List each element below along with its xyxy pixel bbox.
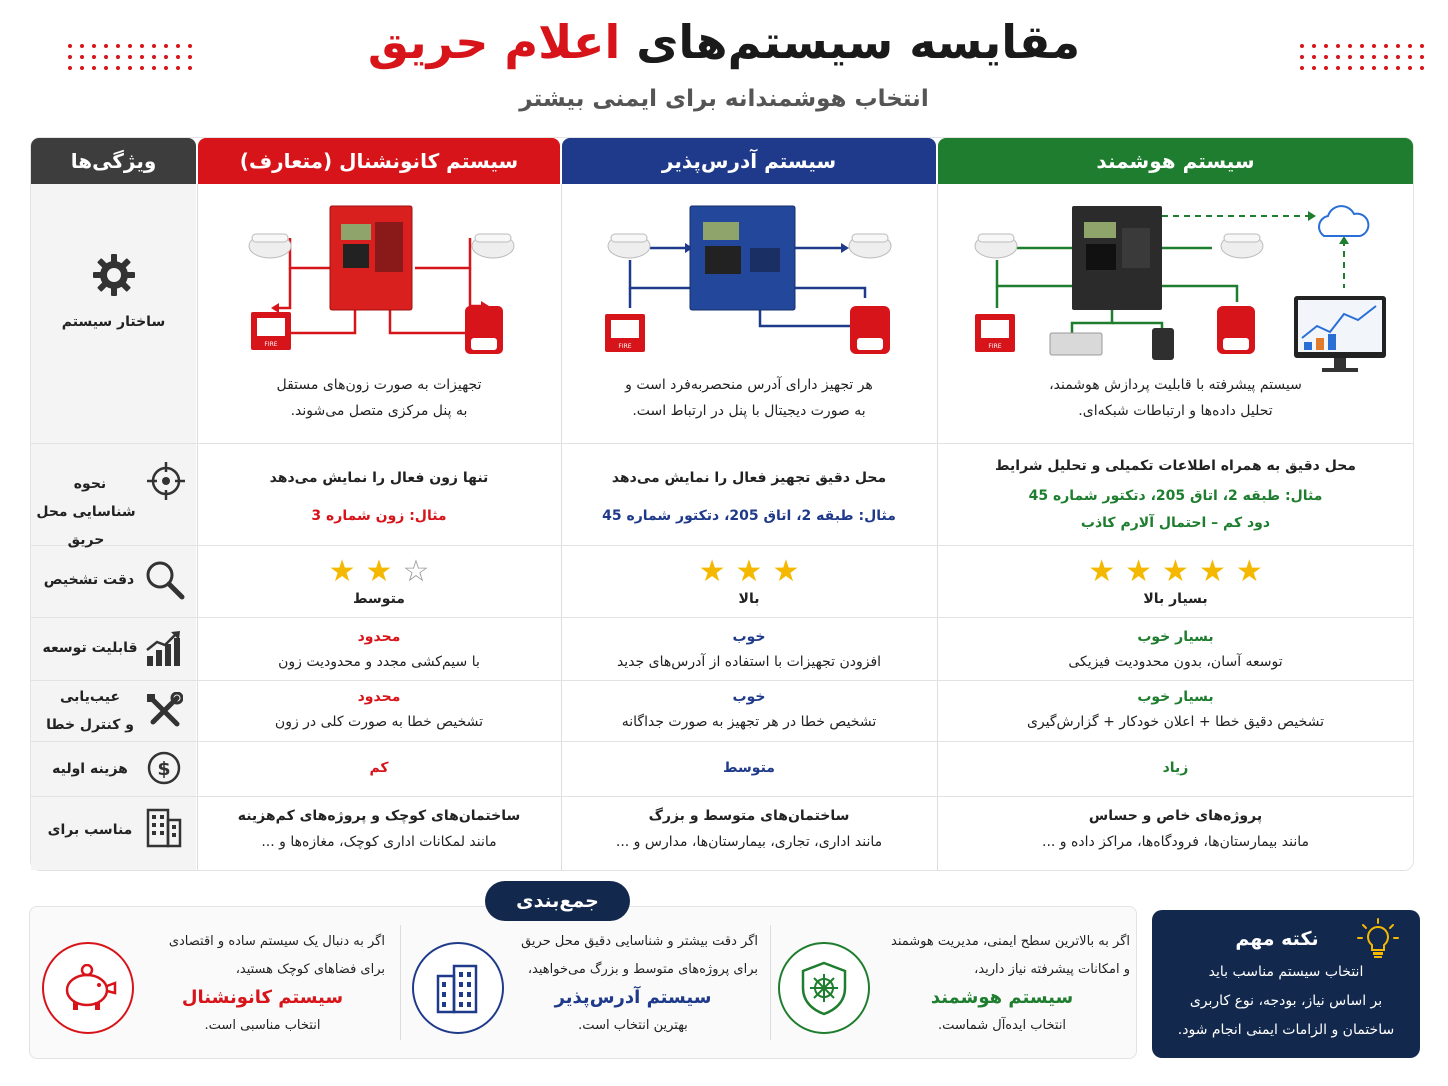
device-fire-label: FIRE bbox=[264, 341, 278, 348]
label-location: نحوه شناسایی محل حریق bbox=[36, 476, 136, 548]
structure-smart: سیستم پیشرفته با قابلیت پردازش هوشمند، تحلیل داده‌ها و ارتباطات شبکه‌ای. bbox=[1049, 377, 1302, 419]
star-filled-icon: ★ bbox=[1198, 554, 1226, 589]
building-icon bbox=[412, 942, 504, 1034]
note-title: نکته مهم bbox=[1235, 928, 1319, 950]
rating-stars-addressable bbox=[562, 556, 936, 588]
growth-chart-icon bbox=[145, 630, 183, 672]
label-troubleshoot: عیب‌یابی و کنترل خطا bbox=[46, 689, 134, 733]
title-accent: اعلام حریق bbox=[367, 15, 621, 69]
page-subtitle: انتخاب هوشمندانه برای ایمنی بیشتر bbox=[519, 86, 929, 112]
label-accuracy: دقت تشخیص bbox=[43, 572, 135, 588]
row-divider bbox=[31, 796, 1413, 797]
title-main: مقایسه سیستم‌های bbox=[636, 15, 1081, 69]
summary-addressable: اگر دقت بیشتر و شناسایی دقیق محل حریق برای پروژه‌های متوسط و بزرگ می‌خواهید، سیستم آدرس‌پذیر بهترین انتخاب است. bbox=[521, 934, 758, 1033]
building-icon bbox=[145, 806, 183, 852]
location-smart: محل دقیق به همراه اطلاعات تکمیلی و تحلیل شرایط bbox=[995, 458, 1356, 474]
page-title bbox=[0, 14, 1448, 70]
row-divider bbox=[31, 545, 1413, 546]
star-filled-icon: ★ bbox=[328, 554, 356, 589]
star-filled-icon: ★ bbox=[365, 554, 393, 589]
trouble-conventional: تشخیص خطا به صورت کلی در زون bbox=[274, 714, 484, 730]
expand-smart-rating: بسیار خوب bbox=[1137, 629, 1214, 645]
device-fire-label: FIRE bbox=[988, 343, 1002, 350]
cost-conventional: کم bbox=[369, 760, 389, 776]
accuracy-smart: بسیار بالا bbox=[1143, 591, 1208, 607]
gear-icon bbox=[92, 253, 136, 301]
expand-conventional-rating: محدود bbox=[357, 629, 401, 645]
star-filled-icon: ★ bbox=[1088, 554, 1116, 589]
piggy-bank-icon bbox=[42, 942, 134, 1034]
structure-conventional: تجهیزات به صورت زون‌های مستقل به پنل مرکزی متصل می‌شوند. bbox=[276, 377, 482, 419]
location-addressable: محل دقیق تجهیز فعال را نمایش می‌دهد bbox=[611, 470, 887, 486]
row-divider bbox=[31, 680, 1413, 681]
trouble-addressable-rating: خوب bbox=[732, 689, 766, 705]
header-features: ویژگی‌ها bbox=[31, 138, 196, 184]
magnifier-icon bbox=[143, 558, 185, 604]
cost-addressable: متوسط bbox=[723, 760, 775, 776]
suitable-smart-main: پروژه‌های خاص و حساس bbox=[1088, 808, 1263, 824]
shield-icon bbox=[778, 942, 870, 1034]
row-divider bbox=[31, 617, 1413, 618]
expand-addressable-rating: خوب bbox=[732, 629, 766, 645]
important-note-box bbox=[1152, 910, 1420, 1058]
summary-title: جمع‌بندی bbox=[485, 881, 630, 921]
star-filled-icon: ★ bbox=[735, 554, 763, 589]
expand-conventional: با سیم‌کشی مجدد و محدودیت زون bbox=[278, 654, 480, 670]
row-divider bbox=[31, 741, 1413, 742]
accuracy-addressable: بالا bbox=[738, 591, 760, 607]
accuracy-conventional: متوسط bbox=[353, 591, 405, 607]
summary-divider bbox=[770, 925, 771, 1040]
star-filled-icon: ★ bbox=[1125, 554, 1153, 589]
trouble-smart: تشخیص دقیق خطا + اعلان خودکار + گزارش‌گیری bbox=[1026, 714, 1325, 730]
summary-conventional: اگر به دنبال یک سیستم ساده و اقتصادی برای فضاهای کوچک هستید، سیستم کانونشنال انتخاب مناسبی است. bbox=[168, 934, 385, 1033]
star-empty-icon: ☆ bbox=[402, 554, 430, 589]
label-suitable: مناسب برای bbox=[47, 822, 133, 838]
rating-stars-conventional bbox=[198, 556, 560, 588]
suitable-conventional-main: ساختمان‌های کوچک و پروژه‌های کم‌هزینه bbox=[237, 808, 521, 824]
location-conventional: تنها زون فعال را نمایش می‌دهد bbox=[269, 470, 489, 486]
summary-smart: اگر به بالاترین سطح ایمنی، مدیریت هوشمند و امکانات پیشرفته نیاز دارید، سیستم هوشمند انتخاب ایده‌آل شماست. bbox=[891, 934, 1130, 1033]
tools-icon bbox=[145, 692, 183, 734]
star-filled-icon: ★ bbox=[772, 554, 800, 589]
location-conventional-example: مثال: زون شماره 3 bbox=[311, 508, 447, 524]
note-text: انتخاب سیستم مناسب باید بر اساس نیاز، بودجه، نوع کاربری ساختمان و الزامات ایمنی انجام شود. bbox=[1177, 964, 1395, 1038]
row-divider bbox=[31, 443, 1413, 444]
star-filled-icon: ★ bbox=[698, 554, 726, 589]
suitable-addressable: مانند اداری، تجاری، بیمارستان‌ها، مدارس و ... bbox=[615, 834, 883, 850]
target-icon bbox=[147, 462, 185, 504]
suitable-smart: مانند بیمارستان‌ها، فرودگاه‌ها، مراکز داده و ... bbox=[1042, 834, 1309, 850]
structure-addressable: هر تجهیز دارای آدرس منحصربه‌فرد است و به صورت دیجیتال با پنل در ارتباط است. bbox=[625, 377, 873, 419]
device-fire-label: FIRE bbox=[618, 343, 632, 350]
label-cost: هزینه اولیه bbox=[52, 761, 128, 777]
header-conventional: سیستم کانونشنال (متعارف) bbox=[198, 138, 560, 184]
trouble-addressable: تشخیص خطا در هر تجهیز به صورت جداگانه bbox=[621, 714, 877, 730]
summary-divider bbox=[400, 925, 401, 1040]
label-expand: قابلیت توسعه bbox=[42, 640, 138, 656]
header-addressable: سیستم آدرس‌پذیر bbox=[562, 138, 936, 184]
location-addressable-example: مثال: طبقه 2، اتاق 205، دتکتور شماره 45 bbox=[602, 508, 896, 524]
location-smart-extra: دود کم – احتمال آلارم کاذب bbox=[1080, 515, 1271, 531]
svg-text:$: $ bbox=[157, 758, 171, 780]
conventional-diagram bbox=[245, 198, 515, 367]
cost-smart: زیاد bbox=[1162, 760, 1189, 776]
trouble-conventional-rating: محدود bbox=[357, 689, 401, 705]
header-smart: سیستم هوشمند bbox=[938, 138, 1413, 184]
addressable-diagram bbox=[605, 198, 895, 367]
rating-stars-smart bbox=[938, 556, 1413, 588]
expand-smart: توسعه آسان، بدون محدودیت فیزیکی bbox=[1068, 654, 1283, 670]
smart-diagram bbox=[972, 198, 1392, 382]
star-filled-icon: ★ bbox=[1162, 554, 1189, 589]
suitable-conventional: مانند لمکانات اداری کوچک، مغازه‌ها و ... bbox=[261, 834, 497, 850]
suitable-addressable-main: ساختمان‌های متوسط و بزرگ bbox=[648, 808, 850, 824]
trouble-smart-rating: بسیار خوب bbox=[1137, 689, 1214, 705]
label-structure: ساختار سیستم bbox=[61, 314, 166, 330]
location-smart-example: مثال: طبقه 2، اتاق 205، دتکتور شماره 45 bbox=[1028, 488, 1323, 504]
star-filled-icon: ★ bbox=[1235, 554, 1263, 589]
dollar-icon bbox=[147, 751, 181, 789]
expand-addressable: افزودن تجهیزات با استفاده از آدرس‌های جدید bbox=[616, 654, 882, 670]
